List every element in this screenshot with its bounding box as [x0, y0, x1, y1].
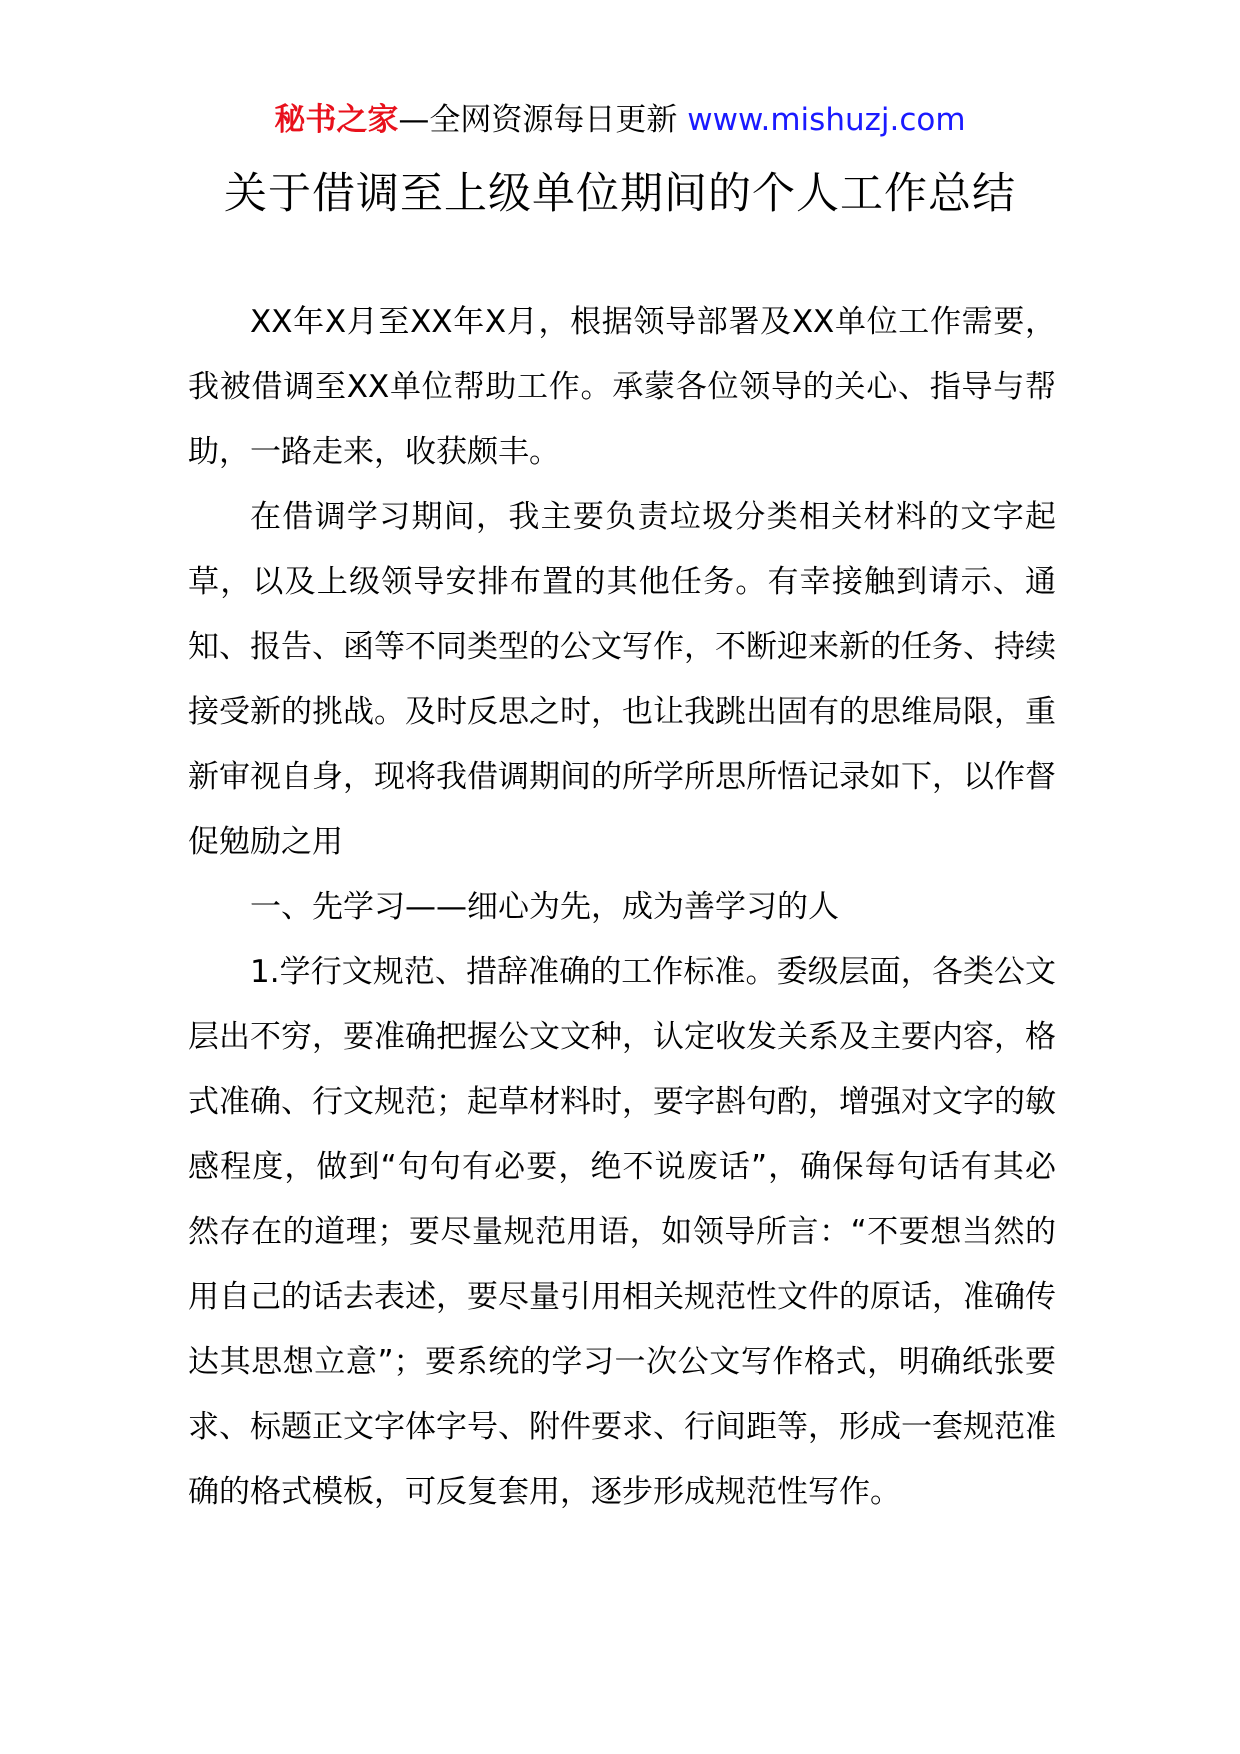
- document-body: [188, 290, 1056, 1525]
- section-heading-1: 一、先学习——细心为先，成为善学习的人: [250, 889, 839, 925]
- site-url-link[interactable]: www.mishuzj.com: [687, 102, 966, 138]
- paragraph-duties: 在借调学习期间，我主要负责垃圾分类相关材料的文字起草，以及上级领导安排布置的其他任务。有幸接触到请示、通知、报告、函等不同类型的公文写作，不断迎来新的任务、持续接受新的挑战。及时反思之时，也让我跳出固有的思维局限，重新审视自身，现将我借调期间的所学所思所悟记录如下，以作督促勉励之用: [188, 499, 1056, 860]
- paragraph-intro: XX年X月至XX年X月，根据领导部署及XX单位工作需要，我被借调至XX单位帮助工作。承蒙各位领导的关心、指导与帮助，一路走来，收获颇丰。: [188, 304, 1056, 470]
- brand-name: 秘书之家: [274, 102, 399, 138]
- site-header: [0, 98, 1240, 142]
- header-tagline: —全网资源每日更新: [398, 102, 678, 138]
- paragraph-item-1: 1.学行文规范、措辞准确的工作标准。委级层面，各类公文层出不穷，要准确把握公文文种，认定收发关系及主要内容，格式准确、行文规范；起草材料时，要字斟句酌，增强对文字的敏感程度，做到“句句有必要，绝不说废话”，确保每句话有其必然存在的道理；要尽量规范用语，如领导所言：“不要想当然的用自己的话去表述，要尽量引用相关规范性文件的原话，准确传达其思想立意”；要系统的学习一次公文写作格式，明确纸张要求、标题正文字体字号、附件要求、行间距等，形成一套规范准确的格式模板，可反复套用，逐步形成规范性写作。: [188, 954, 1056, 1510]
- document-title: 关于借调至上级单位期间的个人工作总结: [224, 169, 1016, 219]
